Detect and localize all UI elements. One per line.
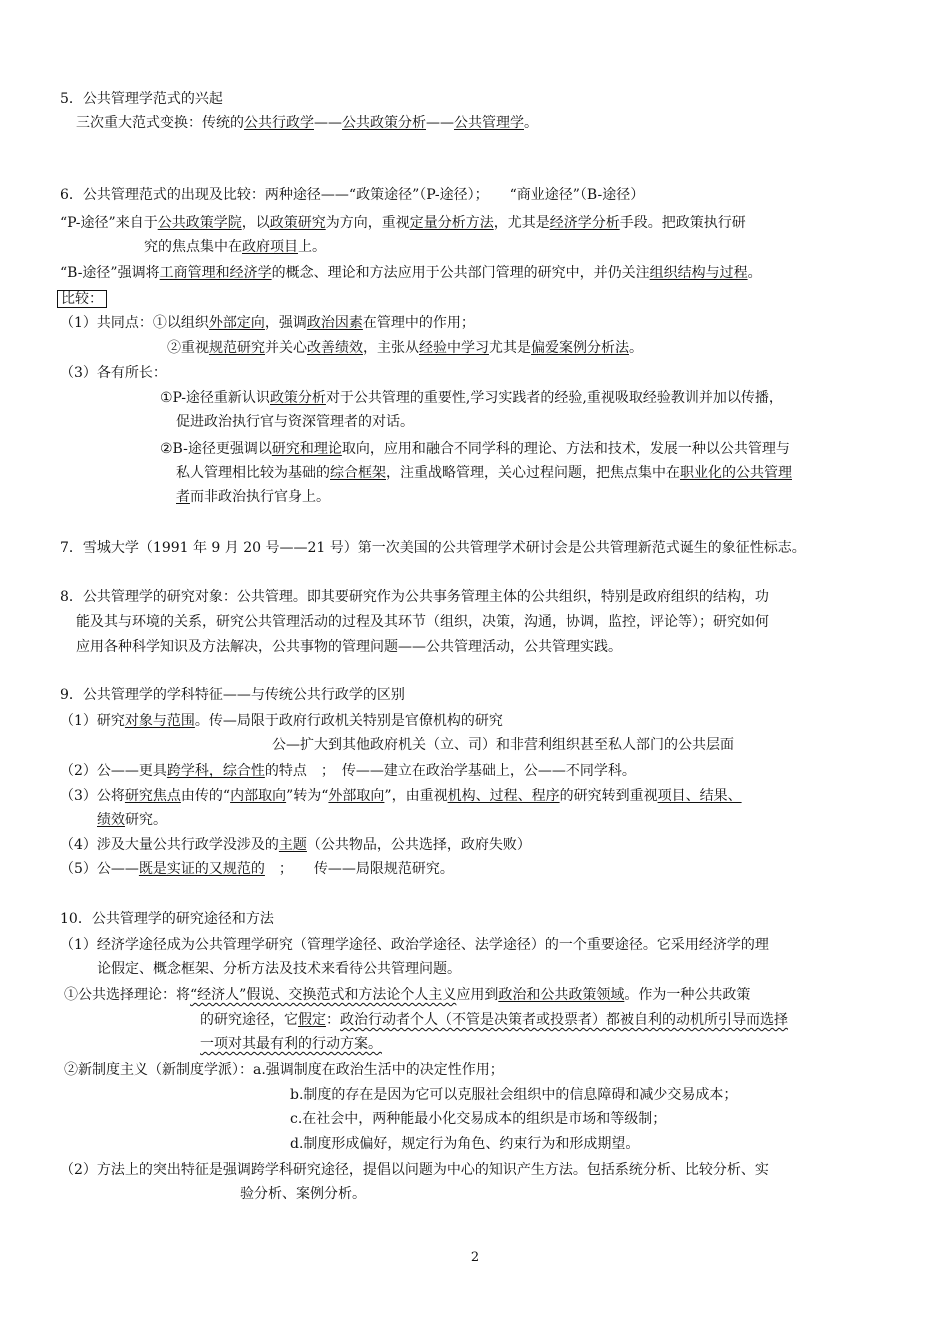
new-institutionalism-d: d.制度形成偏好，规定行为角色、约束行为和形成期望。 <box>290 1136 640 1152</box>
page-number: 2 <box>470 1250 480 1265</box>
s6-p-route-cont: 究的焦点集中在政府项目上。 <box>144 239 326 255</box>
new-institutionalism-b: b.制度的存在是因为它可以克服社会组织中的信息障碍和减少交易成本； <box>290 1087 738 1103</box>
s6-p-route: “P-途径”来自于公共政策学院，以政策研究为方向，重视定量分析方法，尤其是经济学分析手段。把政策执行研 <box>60 215 746 231</box>
s9-item-2: （2）公——更具跨学科，综合性的特点 ； 传——建立在政治学基础上，公——不同学科。 <box>60 763 636 779</box>
compare-common-2: ②重视规范研究并关心改善绩效，主张从经验中学习尤其是偏爱案例分析法。 <box>167 340 643 356</box>
s9-item-5: （5）公——既是实证的又规范的 ； 传——局限规范研究。 <box>60 861 454 877</box>
s9-item-1-cont: 公—扩大到其他政府机关（立、司）和非营利组织甚至私人部门的公共层面 <box>272 737 734 753</box>
compare-label: 比较： <box>57 288 107 310</box>
compare-strengths: （3）各有所长： <box>60 365 167 381</box>
s6-title: 6．公共管理范式的出现及比较：两种途径——“政策途径”（P-途径）； “商业途径”（B-途径） <box>60 187 645 203</box>
s9-item-3-cont: 绩效研究。 <box>97 812 167 828</box>
s9-item-3: （3）公将研究焦点由传的“内部取向”转为“外部取向”，由重视机构、过程、程序的研究转到重视项目、结果、 <box>60 788 742 804</box>
new-institutionalism-a: ②新制度主义（新制度学派）：a.强调制度在政治生活中的决定性作用； <box>64 1062 504 1078</box>
s7-line: 7．雪城大学（1991 年 9 月 20 号——21 号）第一次美国的公共管理学术研讨会是公共管理新范式诞生的象征性标志。 <box>60 540 806 556</box>
s6-b-route: “B-途径”强调将工商管理和经济学的概念、理论和方法应用于公共部门管理的研究中，并仍关注组织结构与过程。 <box>60 265 762 281</box>
s10-title: 10．公共管理学的研究途径和方法 <box>60 911 274 927</box>
strength-p: ①P-途径重新认识政策分析对于公共管理的重要性,学习实践者的经验,重视吸取经验教训并加以传播， <box>160 390 783 406</box>
public-choice-cont: 的研究途径，它假定：政治行动者个人（不管是决策者或投票者）都被自利的动机所引导而选择 <box>200 1012 788 1028</box>
s9-item-1: （1）研究对象与范围。传—局限于政府行政机关特别是官僚机构的研究 <box>60 713 503 729</box>
s9-title: 9．公共管理学的学科特征——与传统公共行政学的区别 <box>60 687 405 703</box>
strength-p-cont: 促进政治执行官与资深管理者的对话。 <box>176 414 414 430</box>
s5-title: 5．公共管理学范式的兴起 <box>60 91 223 107</box>
public-choice-cont2: 一项对其最有利的行动方案。 <box>200 1036 382 1052</box>
strength-b: ②B-途径更强调以研究和理论取向，应用和融合不同学科的理论、方法和技术，发展一种以公共管理与 <box>160 441 790 457</box>
s8-line-1: 8．公共管理学的研究对象：公共管理。即其要研究作为公共事务管理主体的公共组织，特别是政府组织的结构，功 <box>60 589 769 605</box>
public-choice: ①公共选择理论：将“经济人”假说、交换范式和方法论个人主义应用到政治和公共政策领域。作为一种公共政策 <box>64 987 751 1003</box>
compare-common-1: （1）共同点：①以组织外部定向，强调政治因素在管理中的作用； <box>60 315 475 331</box>
strength-b-cont2: 者而非政治执行官身上。 <box>176 489 330 505</box>
s10-item-2: （2）方法上的突出特征是强调跨学科研究途径，提倡以问题为中心的知识产生方法。包括系统分析、比较分析、实 <box>60 1162 769 1178</box>
s10-item-1-cont: 论假定、概念框架、分析方法及技术来看待公共管理问题。 <box>97 961 461 977</box>
new-institutionalism-c: c.在社会中，两种能最小化交易成本的组织是市场和等级制； <box>290 1111 667 1127</box>
s10-item-2-cont: 验分析、案例分析。 <box>240 1186 366 1202</box>
s10-item-1: （1）经济学途径成为公共管理学研究（管理学途径、政治学途径、法学途径）的一个重要途径。它采用经济学的理 <box>60 937 769 953</box>
s9-item-4: （4）涉及大量公共行政学没涉及的主题（公共物品，公共选择，政府失败） <box>60 837 531 853</box>
s5-line: 三次重大范式变换：传统的公共行政学——公共政策分析——公共管理学。 <box>76 115 538 131</box>
strength-b-cont: 私人管理相比较为基础的综合框架，注重战略管理，关心过程问题，把焦点集中在职业化的公共管理 <box>176 465 792 481</box>
s8-line-3: 应用各种科学知识及方法解决，公共事物的管理问题——公共管理活动，公共管理实践。 <box>76 639 622 655</box>
s8-line-2: 能及其与环境的关系，研究公共管理活动的过程及其环节（组织，决策，沟通，协调，监控，评论等）；研究如何 <box>76 614 769 630</box>
